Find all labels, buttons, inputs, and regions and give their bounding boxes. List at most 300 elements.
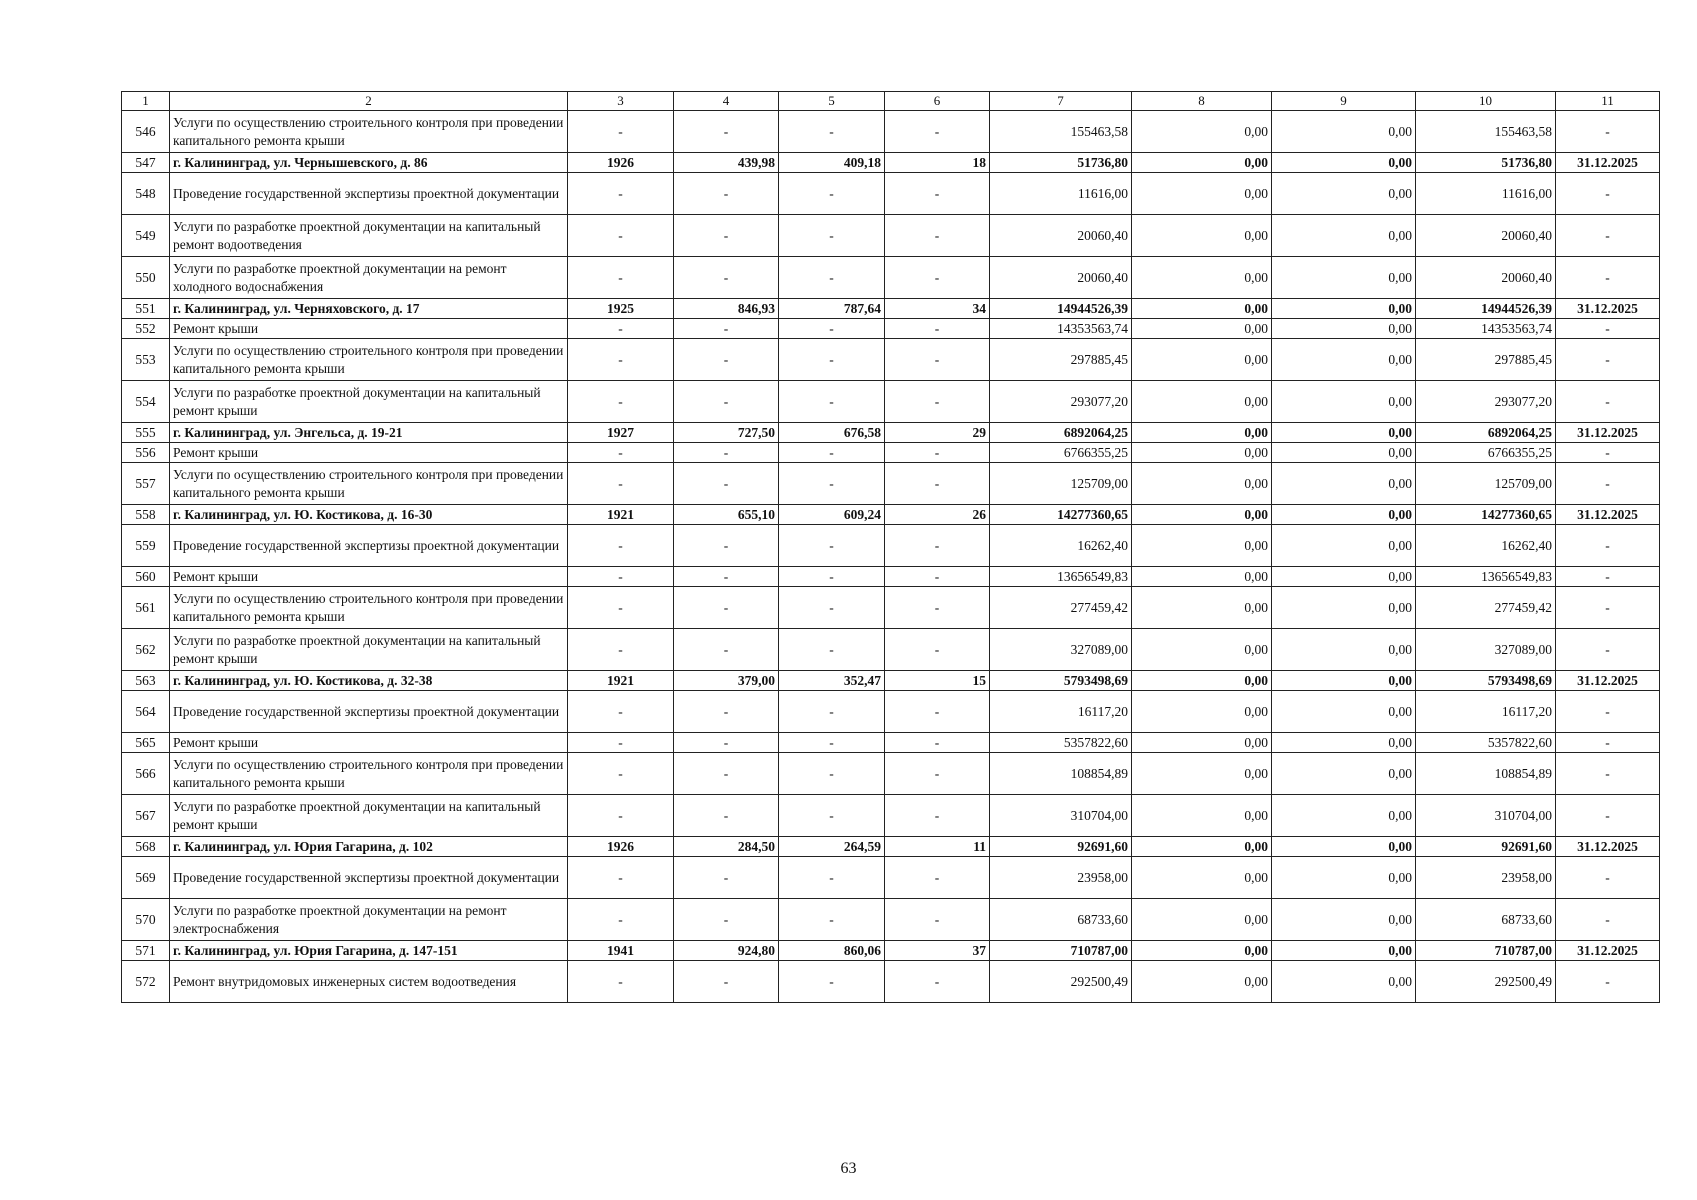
work-item-row: [122, 215, 1660, 257]
year-cell: -: [568, 899, 674, 941]
total-cost-cell: 710787,00: [990, 941, 1132, 961]
total-cost-cell: 5793498,69: [990, 671, 1132, 691]
work-name-cell: Услуги по осуществлению строительного контроля при проведении капитального ремонта крыши: [170, 753, 568, 795]
year-cell: -: [568, 733, 674, 753]
year-cell: -: [568, 691, 674, 733]
deadline-cell: 31.12.2025: [1556, 941, 1660, 961]
living-area-cell: -: [779, 587, 885, 629]
row-number-cell: 557: [122, 463, 170, 505]
total-area-cell: 846,93: [674, 299, 779, 319]
total-cost-cell: 327089,00: [990, 629, 1132, 671]
deadline-cell: -: [1556, 525, 1660, 567]
residents-cell: -: [885, 629, 990, 671]
year-cell: 1926: [568, 837, 674, 857]
deadline-cell: -: [1556, 857, 1660, 899]
total-area-cell: -: [674, 319, 779, 339]
document-table-container: [121, 91, 1659, 1003]
residents-cell: -: [885, 961, 990, 1003]
total-area-cell: -: [674, 567, 779, 587]
total-area-cell: -: [674, 857, 779, 899]
header-cell: 6: [885, 92, 990, 111]
deadline-cell: -: [1556, 691, 1660, 733]
fund-cost-cell: 0,00: [1132, 173, 1272, 215]
row-number-cell: 559: [122, 525, 170, 567]
total-area-cell: -: [674, 111, 779, 153]
fund-cost-cell: 0,00: [1132, 691, 1272, 733]
living-area-cell: -: [779, 691, 885, 733]
other-cost-cell: 0,00: [1272, 961, 1416, 1003]
owner-cost-cell: 5793498,69: [1416, 671, 1556, 691]
total-cost-cell: 277459,42: [990, 587, 1132, 629]
owner-cost-cell: 292500,49: [1416, 961, 1556, 1003]
work-item-row: [122, 587, 1660, 629]
address-row: [122, 941, 1660, 961]
header-cell: 5: [779, 92, 885, 111]
address-row: [122, 299, 1660, 319]
row-number-cell: 565: [122, 733, 170, 753]
owner-cost-cell: 710787,00: [1416, 941, 1556, 961]
work-name-cell: Ремонт крыши: [170, 733, 568, 753]
work-name-cell: Услуги по разработке проектной документации на капитальный ремонт крыши: [170, 795, 568, 837]
owner-cost-cell: 5357822,60: [1416, 733, 1556, 753]
work-item-row: [122, 463, 1660, 505]
year-cell: -: [568, 795, 674, 837]
work-item-row: [122, 567, 1660, 587]
residents-cell: -: [885, 111, 990, 153]
year-cell: 1921: [568, 505, 674, 525]
header-cell: 8: [1132, 92, 1272, 111]
deadline-cell: -: [1556, 753, 1660, 795]
total-area-cell: -: [674, 587, 779, 629]
living-area-cell: 609,24: [779, 505, 885, 525]
living-area-cell: 676,58: [779, 423, 885, 443]
total-area-cell: 727,50: [674, 423, 779, 443]
address-row: [122, 153, 1660, 173]
residents-cell: 11: [885, 837, 990, 857]
total-cost-cell: 293077,20: [990, 381, 1132, 423]
row-number-cell: 570: [122, 899, 170, 941]
owner-cost-cell: 310704,00: [1416, 795, 1556, 837]
fund-cost-cell: 0,00: [1132, 629, 1272, 671]
living-area-cell: -: [779, 339, 885, 381]
row-number-cell: 551: [122, 299, 170, 319]
deadline-cell: 31.12.2025: [1556, 299, 1660, 319]
fund-cost-cell: 0,00: [1132, 463, 1272, 505]
total-cost-cell: 292500,49: [990, 961, 1132, 1003]
fund-cost-cell: 0,00: [1132, 215, 1272, 257]
fund-cost-cell: 0,00: [1132, 423, 1272, 443]
residents-cell: -: [885, 443, 990, 463]
work-item-row: [122, 173, 1660, 215]
work-name-cell: Ремонт внутридомовых инженерных систем водоотведения: [170, 961, 568, 1003]
work-name-cell: Услуги по разработке проектной документации на капитальный ремонт крыши: [170, 629, 568, 671]
total-cost-cell: 20060,40: [990, 215, 1132, 257]
work-item-row: [122, 753, 1660, 795]
fund-cost-cell: 0,00: [1132, 153, 1272, 173]
residents-cell: -: [885, 567, 990, 587]
total-cost-cell: 6766355,25: [990, 443, 1132, 463]
work-name-cell: Услуги по разработке проектной документации на капитальный ремонт крыши: [170, 381, 568, 423]
total-cost-cell: 6892064,25: [990, 423, 1132, 443]
year-cell: -: [568, 525, 674, 567]
total-area-cell: -: [674, 795, 779, 837]
residents-cell: 29: [885, 423, 990, 443]
other-cost-cell: 0,00: [1272, 463, 1416, 505]
total-area-cell: -: [674, 899, 779, 941]
owner-cost-cell: 6892064,25: [1416, 423, 1556, 443]
work-item-row: [122, 339, 1660, 381]
other-cost-cell: 0,00: [1272, 173, 1416, 215]
living-area-cell: -: [779, 319, 885, 339]
total-cost-cell: 20060,40: [990, 257, 1132, 299]
row-number-cell: 569: [122, 857, 170, 899]
total-area-cell: -: [674, 381, 779, 423]
row-number-cell: 546: [122, 111, 170, 153]
header-cell: 2: [170, 92, 568, 111]
work-item-row: [122, 857, 1660, 899]
work-name-cell: Проведение государственной экспертизы проектной документации: [170, 691, 568, 733]
fund-cost-cell: 0,00: [1132, 587, 1272, 629]
residents-cell: -: [885, 525, 990, 567]
owner-cost-cell: 20060,40: [1416, 257, 1556, 299]
residents-cell: 37: [885, 941, 990, 961]
owner-cost-cell: 68733,60: [1416, 899, 1556, 941]
year-cell: -: [568, 567, 674, 587]
year-cell: 1921: [568, 671, 674, 691]
other-cost-cell: 0,00: [1272, 733, 1416, 753]
owner-cost-cell: 14353563,74: [1416, 319, 1556, 339]
other-cost-cell: 0,00: [1272, 857, 1416, 899]
work-name-cell: Проведение государственной экспертизы проектной документации: [170, 857, 568, 899]
living-area-cell: -: [779, 257, 885, 299]
total-area-cell: 284,50: [674, 837, 779, 857]
fund-cost-cell: 0,00: [1132, 753, 1272, 795]
year-cell: 1927: [568, 423, 674, 443]
other-cost-cell: 0,00: [1272, 567, 1416, 587]
row-number-cell: 552: [122, 319, 170, 339]
deadline-cell: -: [1556, 111, 1660, 153]
work-name-cell: г. Калининград, ул. Черняховского, д. 17: [170, 299, 568, 319]
owner-cost-cell: 14944526,39: [1416, 299, 1556, 319]
work-item-row: [122, 961, 1660, 1003]
total-area-cell: -: [674, 443, 779, 463]
total-cost-cell: 51736,80: [990, 153, 1132, 173]
year-cell: -: [568, 857, 674, 899]
owner-cost-cell: 23958,00: [1416, 857, 1556, 899]
work-item-row: [122, 629, 1660, 671]
other-cost-cell: 0,00: [1272, 941, 1416, 961]
other-cost-cell: 0,00: [1272, 111, 1416, 153]
owner-cost-cell: 327089,00: [1416, 629, 1556, 671]
living-area-cell: -: [779, 215, 885, 257]
total-area-cell: -: [674, 257, 779, 299]
row-number-cell: 567: [122, 795, 170, 837]
living-area-cell: -: [779, 629, 885, 671]
work-name-cell: Услуги по осуществлению строительного контроля при проведении капитального ремонта крыши: [170, 339, 568, 381]
header-cell: 1: [122, 92, 170, 111]
owner-cost-cell: 51736,80: [1416, 153, 1556, 173]
total-cost-cell: 310704,00: [990, 795, 1132, 837]
deadline-cell: -: [1556, 899, 1660, 941]
deadline-cell: 31.12.2025: [1556, 837, 1660, 857]
fund-cost-cell: 0,00: [1132, 381, 1272, 423]
year-cell: 1925: [568, 299, 674, 319]
deadline-cell: -: [1556, 443, 1660, 463]
residents-cell: -: [885, 899, 990, 941]
address-row: [122, 837, 1660, 857]
total-area-cell: -: [674, 215, 779, 257]
deadline-cell: 31.12.2025: [1556, 671, 1660, 691]
total-area-cell: -: [674, 525, 779, 567]
owner-cost-cell: 13656549,83: [1416, 567, 1556, 587]
residents-cell: -: [885, 795, 990, 837]
year-cell: 1926: [568, 153, 674, 173]
other-cost-cell: 0,00: [1272, 423, 1416, 443]
row-number-cell: 566: [122, 753, 170, 795]
work-name-cell: Услуги по разработке проектной документации на капитальный ремонт водоотведения: [170, 215, 568, 257]
total-cost-cell: 297885,45: [990, 339, 1132, 381]
fund-cost-cell: 0,00: [1132, 857, 1272, 899]
year-cell: -: [568, 753, 674, 795]
deadline-cell: -: [1556, 381, 1660, 423]
year-cell: -: [568, 215, 674, 257]
header-cell: 3: [568, 92, 674, 111]
other-cost-cell: 0,00: [1272, 339, 1416, 381]
total-area-cell: 924,80: [674, 941, 779, 961]
other-cost-cell: 0,00: [1272, 153, 1416, 173]
fund-cost-cell: 0,00: [1132, 671, 1272, 691]
fund-cost-cell: 0,00: [1132, 299, 1272, 319]
header-cell: 9: [1272, 92, 1416, 111]
address-row: [122, 671, 1660, 691]
living-area-cell: 860,06: [779, 941, 885, 961]
deadline-cell: -: [1556, 257, 1660, 299]
total-cost-cell: 14353563,74: [990, 319, 1132, 339]
residents-cell: 26: [885, 505, 990, 525]
fund-cost-cell: 0,00: [1132, 837, 1272, 857]
work-name-cell: Услуги по осуществлению строительного контроля при проведении капитального ремонта крыши: [170, 463, 568, 505]
work-item-row: [122, 381, 1660, 423]
total-cost-cell: 108854,89: [990, 753, 1132, 795]
other-cost-cell: 0,00: [1272, 753, 1416, 795]
year-cell: -: [568, 111, 674, 153]
header-cell: 11: [1556, 92, 1660, 111]
fund-cost-cell: 0,00: [1132, 505, 1272, 525]
work-name-cell: г. Калининград, ул. Энгельса, д. 19-21: [170, 423, 568, 443]
work-name-cell: Ремонт крыши: [170, 567, 568, 587]
total-cost-cell: 155463,58: [990, 111, 1132, 153]
residents-cell: -: [885, 753, 990, 795]
deadline-cell: -: [1556, 567, 1660, 587]
fund-cost-cell: 0,00: [1132, 961, 1272, 1003]
row-number-cell: 554: [122, 381, 170, 423]
header-cell: 10: [1416, 92, 1556, 111]
fund-cost-cell: 0,00: [1132, 339, 1272, 381]
work-name-cell: г. Калининград, ул. Ю. Костикова, д. 32-38: [170, 671, 568, 691]
total-cost-cell: 92691,60: [990, 837, 1132, 857]
owner-cost-cell: 16117,20: [1416, 691, 1556, 733]
owner-cost-cell: 6766355,25: [1416, 443, 1556, 463]
work-item-row: [122, 257, 1660, 299]
work-name-cell: Проведение государственной экспертизы проектной документации: [170, 525, 568, 567]
fund-cost-cell: 0,00: [1132, 567, 1272, 587]
deadline-cell: -: [1556, 733, 1660, 753]
work-item-row: [122, 525, 1660, 567]
total-area-cell: -: [674, 629, 779, 671]
total-cost-cell: 14944526,39: [990, 299, 1132, 319]
living-area-cell: -: [779, 961, 885, 1003]
row-number-cell: 571: [122, 941, 170, 961]
work-name-cell: Услуги по разработке проектной документации на ремонт электроснабжения: [170, 899, 568, 941]
residents-cell: 18: [885, 153, 990, 173]
total-cost-cell: 5357822,60: [990, 733, 1132, 753]
work-item-row: [122, 899, 1660, 941]
residents-cell: 34: [885, 299, 990, 319]
row-number-cell: 547: [122, 153, 170, 173]
deadline-cell: -: [1556, 629, 1660, 671]
capital-repair-table: [121, 91, 1660, 1003]
total-area-cell: -: [674, 463, 779, 505]
residents-cell: 15: [885, 671, 990, 691]
owner-cost-cell: 277459,42: [1416, 587, 1556, 629]
work-name-cell: г. Калининград, ул. Ю. Костикова, д. 16-30: [170, 505, 568, 525]
total-area-cell: -: [674, 173, 779, 215]
other-cost-cell: 0,00: [1272, 795, 1416, 837]
fund-cost-cell: 0,00: [1132, 941, 1272, 961]
row-number-cell: 549: [122, 215, 170, 257]
residents-cell: -: [885, 257, 990, 299]
work-name-cell: Ремонт крыши: [170, 443, 568, 463]
owner-cost-cell: 11616,00: [1416, 173, 1556, 215]
work-name-cell: г. Калининград, ул. Юрия Гагарина, д. 147-151: [170, 941, 568, 961]
fund-cost-cell: 0,00: [1132, 257, 1272, 299]
fund-cost-cell: 0,00: [1132, 319, 1272, 339]
residents-cell: -: [885, 587, 990, 629]
deadline-cell: -: [1556, 173, 1660, 215]
other-cost-cell: 0,00: [1272, 629, 1416, 671]
living-area-cell: -: [779, 795, 885, 837]
living-area-cell: -: [779, 381, 885, 423]
year-cell: -: [568, 587, 674, 629]
total-area-cell: -: [674, 691, 779, 733]
row-number-cell: 572: [122, 961, 170, 1003]
row-number-cell: 564: [122, 691, 170, 733]
other-cost-cell: 0,00: [1272, 443, 1416, 463]
residents-cell: -: [885, 173, 990, 215]
living-area-cell: -: [779, 567, 885, 587]
other-cost-cell: 0,00: [1272, 671, 1416, 691]
year-cell: -: [568, 319, 674, 339]
column-number-header-row: [122, 92, 1660, 111]
row-number-cell: 556: [122, 443, 170, 463]
other-cost-cell: 0,00: [1272, 319, 1416, 339]
residents-cell: -: [885, 381, 990, 423]
row-number-cell: 561: [122, 587, 170, 629]
deadline-cell: -: [1556, 215, 1660, 257]
fund-cost-cell: 0,00: [1132, 733, 1272, 753]
deadline-cell: -: [1556, 961, 1660, 1003]
other-cost-cell: 0,00: [1272, 587, 1416, 629]
owner-cost-cell: 125709,00: [1416, 463, 1556, 505]
work-item-row: [122, 733, 1660, 753]
total-cost-cell: 16117,20: [990, 691, 1132, 733]
owner-cost-cell: 16262,40: [1416, 525, 1556, 567]
living-area-cell: 352,47: [779, 671, 885, 691]
living-area-cell: -: [779, 111, 885, 153]
work-name-cell: Ремонт крыши: [170, 319, 568, 339]
fund-cost-cell: 0,00: [1132, 111, 1272, 153]
other-cost-cell: 0,00: [1272, 691, 1416, 733]
owner-cost-cell: 20060,40: [1416, 215, 1556, 257]
work-name-cell: Услуги по разработке проектной документации на ремонт холодного водоснабжения: [170, 257, 568, 299]
work-name-cell: Услуги по осуществлению строительного контроля при проведении капитального ремонта крыши: [170, 111, 568, 153]
residents-cell: -: [885, 691, 990, 733]
year-cell: -: [568, 443, 674, 463]
total-cost-cell: 16262,40: [990, 525, 1132, 567]
deadline-cell: -: [1556, 463, 1660, 505]
deadline-cell: -: [1556, 339, 1660, 381]
living-area-cell: -: [779, 173, 885, 215]
living-area-cell: 409,18: [779, 153, 885, 173]
living-area-cell: -: [779, 753, 885, 795]
residents-cell: -: [885, 319, 990, 339]
living-area-cell: -: [779, 525, 885, 567]
owner-cost-cell: 293077,20: [1416, 381, 1556, 423]
fund-cost-cell: 0,00: [1132, 525, 1272, 567]
total-area-cell: 439,98: [674, 153, 779, 173]
year-cell: -: [568, 381, 674, 423]
address-row: [122, 423, 1660, 443]
work-item-row: [122, 691, 1660, 733]
row-number-cell: 550: [122, 257, 170, 299]
year-cell: -: [568, 961, 674, 1003]
owner-cost-cell: 92691,60: [1416, 837, 1556, 857]
other-cost-cell: 0,00: [1272, 837, 1416, 857]
living-area-cell: -: [779, 443, 885, 463]
total-area-cell: 379,00: [674, 671, 779, 691]
work-name-cell: г. Калининград, ул. Чернышевского, д. 86: [170, 153, 568, 173]
living-area-cell: -: [779, 857, 885, 899]
living-area-cell: 787,64: [779, 299, 885, 319]
total-cost-cell: 125709,00: [990, 463, 1132, 505]
residents-cell: -: [885, 733, 990, 753]
total-area-cell: -: [674, 961, 779, 1003]
living-area-cell: -: [779, 899, 885, 941]
residents-cell: -: [885, 857, 990, 899]
work-name-cell: Проведение государственной экспертизы проектной документации: [170, 173, 568, 215]
header-cell: 4: [674, 92, 779, 111]
owner-cost-cell: 108854,89: [1416, 753, 1556, 795]
total-cost-cell: 13656549,83: [990, 567, 1132, 587]
year-cell: -: [568, 173, 674, 215]
row-number-cell: 555: [122, 423, 170, 443]
total-cost-cell: 68733,60: [990, 899, 1132, 941]
year-cell: 1941: [568, 941, 674, 961]
deadline-cell: -: [1556, 319, 1660, 339]
row-number-cell: 568: [122, 837, 170, 857]
total-area-cell: 655,10: [674, 505, 779, 525]
year-cell: -: [568, 629, 674, 671]
total-cost-cell: 23958,00: [990, 857, 1132, 899]
page-number: 63: [840, 1160, 857, 1177]
other-cost-cell: 0,00: [1272, 257, 1416, 299]
address-row: [122, 505, 1660, 525]
other-cost-cell: 0,00: [1272, 299, 1416, 319]
residents-cell: -: [885, 215, 990, 257]
owner-cost-cell: 14277360,65: [1416, 505, 1556, 525]
residents-cell: -: [885, 339, 990, 381]
total-area-cell: -: [674, 733, 779, 753]
